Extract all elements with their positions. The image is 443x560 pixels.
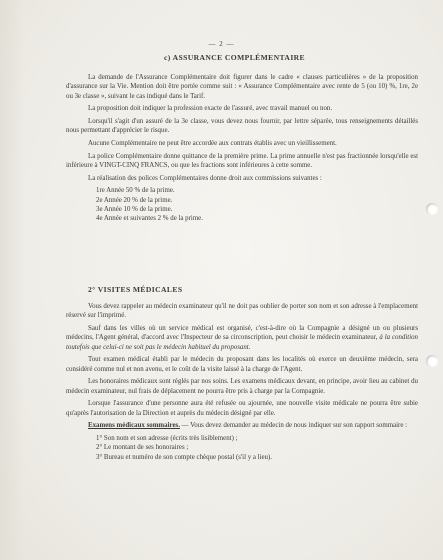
commission-list bbox=[96, 186, 418, 223]
paragraph: Les honoraires médicaux sont réglés par nos soins. Les examens médicaux devant, en principe, avoir lieu au cabinet du médecin examinateur, nul frais de déplacement ne pourra être pris à charge par la Compagnie. bbox=[66, 378, 418, 395]
paragraph: Lorsqu'il s'agit d'un assuré de la 3e classe, vous devez nous fournir, par lettre séparée, tous renseignements détaillés nous permettant d'apprécier le risque. bbox=[66, 117, 418, 135]
paragraph: La proposition doit indiquer la profession exacte de l'assuré, avec travail manuel ou non. bbox=[88, 105, 333, 113]
report-items-list bbox=[96, 434, 418, 462]
paragraph-text: Sauf dans les villes où un service médical est organisé, c'est-à-dire où la Compagnie a désigné un ou plusieurs médecins, l'Agent général, d'accord avec l'Inspecteur de sa circonscription, peut choisir le médecin examinateur, bbox=[66, 324, 418, 342]
paragraph bbox=[66, 324, 418, 352]
paragraph-italic-text: à la condition toutefois que celui-ci ne soit pas le médecin habituel du proposant. bbox=[66, 334, 418, 351]
list-item: 3e Année 10 % de la prime. bbox=[96, 205, 173, 213]
list-item: 3° Bureau et numéro de son compte chèque postal (s'il y a lieu). bbox=[96, 453, 273, 461]
paragraph: La police Complémentaire donne quittance de la première prime. La prime annuelle n'est pas fractionnée lorsqu'elle est inférieure à VINGT-CINQ FRANCS, ou que les fractions sont inférieures à cette somme. bbox=[66, 152, 418, 169]
paragraph bbox=[66, 421, 418, 430]
punch-hole bbox=[426, 203, 438, 215]
section-title-visites-medicales: 2° VISITES MÉDICALES bbox=[88, 285, 183, 294]
paragraph: Vous devez rappeler au médecin examinateur qu'il ne doit pas oublier de porter son nom et son adresse à l'emplacement réservé sur l'imprimé. bbox=[66, 303, 418, 320]
subheading-examens-sommaires: Examens médicaux sommaires. bbox=[88, 422, 180, 430]
paragraph: La réalisation des polices Complémentaires donne droit aux commissions suivantes : bbox=[88, 174, 322, 182]
section-title-assurance-complementaire: c) ASSURANCE COMPLÉMENTAIRE bbox=[164, 53, 306, 62]
punch-hole bbox=[426, 355, 438, 367]
list-item: 2e Année 20 % de la prime. bbox=[96, 196, 173, 204]
paragraph: Aucune Complémentaire ne peut être accordée aux contrats établis avec un vieillissement. bbox=[88, 139, 337, 147]
section-visites-medicales bbox=[66, 302, 418, 462]
page-number: — 2 — bbox=[208, 40, 235, 48]
list-item: 4e Année et suivantes 2 % de la prime. bbox=[96, 215, 203, 223]
page-edge-shadow bbox=[0, 0, 24, 560]
list-item: 2° Le montant de ses honoraires ; bbox=[96, 444, 189, 452]
list-item: 1° Son nom et son adresse (écrits très lisiblement) ; bbox=[96, 434, 238, 442]
paragraph: Tout examen médical établi par le médecin du proposant dans les localités où exerce un deuxième médecin, sera considéré comme nul et non avenu, et le coût de la visite laissé à la charge de l'Agent. bbox=[66, 356, 418, 373]
paragraph-text: — Vous devez demander au médecin de nous indiquer sur son rapport sommaire : bbox=[179, 422, 408, 430]
paragraph: Lorsque l'assurance d'une personne aura été refusée ou ajournée, une nouvelle visite médicale ne pourra être subie qu'après l'autorisation de la Direction et auprès du médecin désigné par elle. bbox=[66, 400, 418, 417]
list-item: 1re Année 50 % de la prime. bbox=[96, 187, 175, 195]
section-assurance-complementaire bbox=[66, 73, 418, 224]
paragraph: La demande de l'Assurance Complémentaire doit figurer dans le cadre « clauses particulières » de la proposition d'assurance sur la Vie. Mention doit être portée comme suit : « Assurance Complémentaire avec rente de 5 (ou 10) %, 1re, 2e ou 3e classe », suivant le cas indiqué dans le Tarif. bbox=[66, 74, 418, 100]
